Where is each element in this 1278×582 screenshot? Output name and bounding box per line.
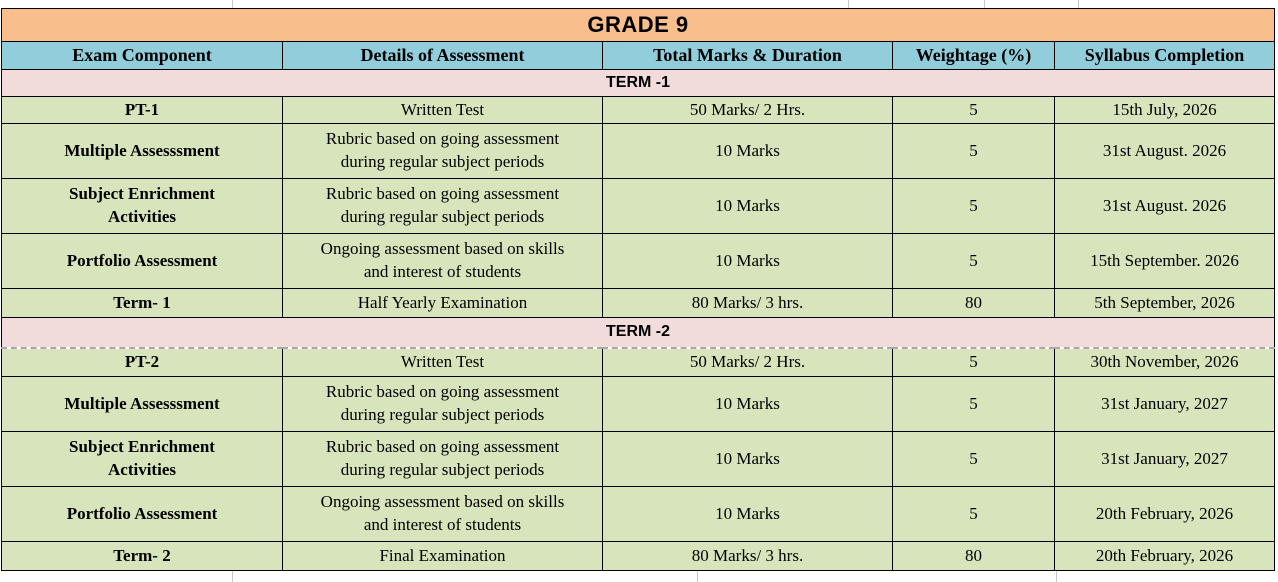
cell-component[interactable]	[2, 234, 283, 289]
cell-completion[interactable]: 30th November, 2026	[1055, 348, 1275, 377]
cell-completion[interactable]: 20th February, 2026	[1055, 487, 1275, 542]
cell-component-text: Subject Enrichment Activities	[69, 184, 215, 226]
cell-component[interactable]	[2, 179, 283, 234]
term2-band[interactable]: TERM -2	[2, 318, 1275, 348]
cell-marks[interactable]: 10 Marks	[603, 377, 893, 432]
cell-marks[interactable]: 10 Marks	[603, 179, 893, 234]
cell-component-text: Multiple Assesssment	[64, 140, 220, 160]
cell-details-text: Rubric based on going assessment during regular subject periods	[325, 184, 560, 226]
cell-component[interactable]	[2, 432, 283, 487]
cell-details[interactable]	[283, 179, 603, 234]
sheet-gridline	[984, 0, 985, 8]
sheet-gridline	[232, 0, 233, 8]
header-exam-component[interactable]: Exam Component	[2, 42, 283, 70]
header-total-marks-duration[interactable]: Total Marks & Duration	[603, 42, 893, 70]
cell-component[interactable]	[2, 124, 283, 179]
grade-title-cell[interactable]: GRADE 9	[2, 9, 1275, 42]
cell-component-text: Portfolio Assessment	[66, 503, 218, 523]
cell-weightage[interactable]: 5	[893, 179, 1055, 234]
cell-marks[interactable]: 10 Marks	[603, 432, 893, 487]
cell-weightage[interactable]: 5	[893, 487, 1055, 542]
table-row	[2, 97, 1275, 124]
sheet-gridline	[697, 571, 698, 582]
sheet-gridline	[1056, 571, 1057, 582]
table-row	[2, 542, 1275, 571]
sheet-gridline	[848, 0, 849, 8]
table-row	[2, 289, 1275, 318]
cell-completion[interactable]: 15th July, 2026	[1055, 97, 1275, 124]
table-row	[2, 487, 1275, 542]
cell-marks[interactable]: 10 Marks	[603, 487, 893, 542]
cell-details[interactable]: Half Yearly Examination	[283, 289, 603, 318]
cell-details[interactable]	[283, 377, 603, 432]
cell-component-text: Portfolio Assessment	[66, 250, 218, 270]
cell-component[interactable]	[2, 377, 283, 432]
cell-details[interactable]: Written Test	[283, 97, 603, 124]
cell-details[interactable]: Written Test	[283, 348, 603, 377]
header-syllabus-completion[interactable]: Syllabus Completion	[1055, 42, 1275, 70]
cell-component-text: Subject Enrichment Activities	[69, 437, 215, 479]
cell-marks[interactable]: 50 Marks/ 2 Hrs.	[603, 97, 893, 124]
cell-weightage[interactable]: 5	[893, 124, 1055, 179]
cell-component[interactable]: PT-1	[2, 97, 283, 124]
cell-marks[interactable]: 10 Marks	[603, 234, 893, 289]
cell-component[interactable]	[2, 487, 283, 542]
cell-details-text: Rubric based on going assessment during regular subject periods	[325, 129, 560, 171]
cell-weightage[interactable]: 5	[893, 234, 1055, 289]
cell-completion[interactable]: 15th September. 2026	[1055, 234, 1275, 289]
cell-weightage[interactable]: 80	[893, 542, 1055, 571]
cell-details[interactable]	[283, 487, 603, 542]
cell-weightage[interactable]: 5	[893, 97, 1055, 124]
cell-details[interactable]	[283, 234, 603, 289]
cell-completion[interactable]: 5th September, 2026	[1055, 289, 1275, 318]
header-weightage[interactable]: Weightage (%)	[893, 42, 1055, 70]
cell-marks[interactable]: 10 Marks	[603, 124, 893, 179]
table-row	[2, 124, 1275, 179]
table-row	[2, 432, 1275, 487]
cell-component[interactable]: Term- 1	[2, 289, 283, 318]
sheet-gridline	[232, 571, 233, 582]
cell-completion[interactable]: 31st January, 2027	[1055, 377, 1275, 432]
table-row	[2, 234, 1275, 289]
cell-component[interactable]: Term- 2	[2, 542, 283, 571]
cell-completion[interactable]: 31st August. 2026	[1055, 179, 1275, 234]
cell-weightage[interactable]: 5	[893, 348, 1055, 377]
cell-weightage[interactable]: 5	[893, 432, 1055, 487]
cell-completion[interactable]: 20th February, 2026	[1055, 542, 1275, 571]
table-row	[2, 179, 1275, 234]
sheet-gridline	[1078, 0, 1079, 8]
cell-component-text: Multiple Assesssment	[64, 393, 220, 413]
cell-weightage[interactable]: 5	[893, 377, 1055, 432]
table-row	[2, 348, 1275, 377]
table-row	[2, 377, 1275, 432]
cell-details-text: Rubric based on going assessment during regular subject periods	[325, 437, 560, 479]
cell-details[interactable]: Final Examination	[283, 542, 603, 571]
cell-details-text: Ongoing assessment based on skills and interest of students	[320, 492, 565, 534]
cell-details[interactable]	[283, 124, 603, 179]
cell-completion[interactable]: 31st August. 2026	[1055, 124, 1275, 179]
cell-details[interactable]	[283, 432, 603, 487]
cell-details-text: Rubric based on going assessment during regular subject periods	[325, 382, 560, 424]
header-details-of-assessment[interactable]: Details of Assessment	[283, 42, 603, 70]
term1-band[interactable]: TERM -1	[2, 70, 1275, 97]
cell-component[interactable]: PT-2	[2, 348, 283, 377]
grade9-assessment-table	[1, 8, 1275, 571]
cell-marks[interactable]: 80 Marks/ 3 hrs.	[603, 542, 893, 571]
cell-completion[interactable]: 31st January, 2027	[1055, 432, 1275, 487]
cell-details-text: Ongoing assessment based on skills and interest of students	[320, 239, 565, 281]
cell-weightage[interactable]: 80	[893, 289, 1055, 318]
cell-marks[interactable]: 50 Marks/ 2 Hrs.	[603, 348, 893, 377]
cell-marks[interactable]: 80 Marks/ 3 hrs.	[603, 289, 893, 318]
